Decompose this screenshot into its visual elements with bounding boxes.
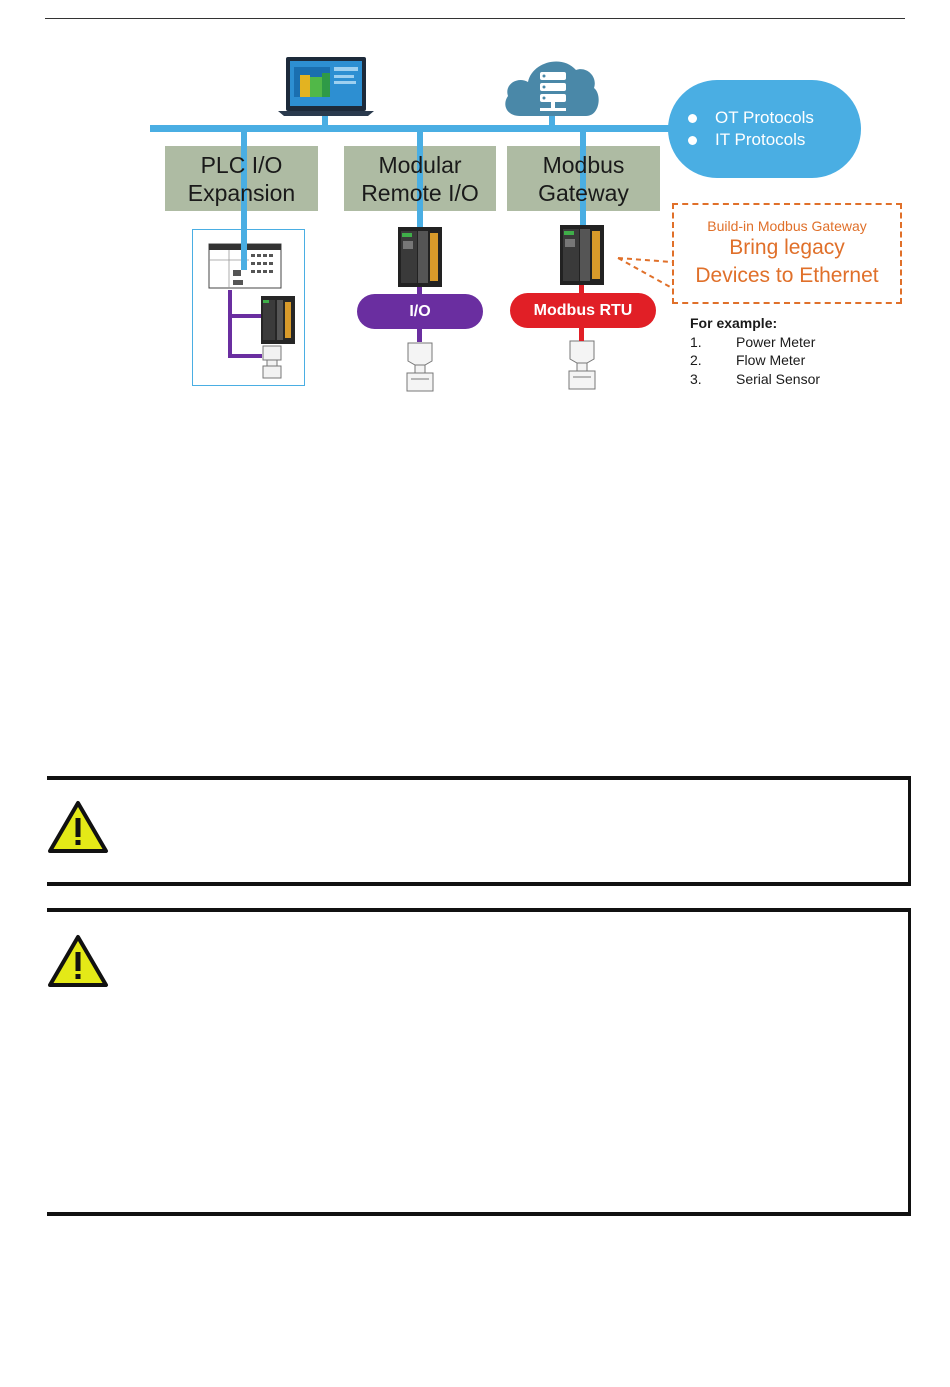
callout-line-2: Devices to Ethernet xyxy=(695,264,879,287)
example-text: Serial Sensor xyxy=(736,370,821,387)
label-line: Expansion xyxy=(187,179,296,206)
example-number: 2. xyxy=(690,352,702,368)
callout-line-1: Bring legacy xyxy=(729,236,845,259)
notice-box xyxy=(47,776,911,886)
label-line: Gateway xyxy=(538,179,629,206)
ethernet-bus xyxy=(150,125,670,132)
example-text: Power Meter xyxy=(736,333,816,350)
protocol-label: OT Protocols xyxy=(715,108,814,127)
network-diagram xyxy=(0,0,950,400)
laptop-icon xyxy=(278,55,374,117)
label-modular-remote-io xyxy=(344,146,496,211)
modbus-rtu-pill-label: Modbus RTU xyxy=(533,301,633,319)
rtu-drop-bottom xyxy=(579,327,584,341)
protocol-label: IT Protocols xyxy=(715,130,806,149)
example-text: Flow Meter xyxy=(736,352,806,368)
cloud-server-icon xyxy=(502,56,602,118)
label-line: PLC I/O xyxy=(200,151,283,178)
label-line: Modbus xyxy=(542,151,625,178)
callout-subtitle: Build-in Modbus Gateway xyxy=(707,218,867,234)
example-number: 3. xyxy=(690,370,702,387)
modbus-gateway-device-icon xyxy=(560,225,604,285)
io-pill-label: I/O xyxy=(409,302,431,320)
example-title: For example: xyxy=(690,315,778,331)
label-line: Remote I/O xyxy=(361,179,479,206)
warning-icon xyxy=(47,934,109,988)
warning-icon xyxy=(47,800,109,854)
io-drop-bottom xyxy=(417,328,422,342)
rtu-drop-top xyxy=(579,285,584,297)
modular-io-device-icon xyxy=(398,227,442,287)
label-plc-io-expansion xyxy=(165,146,318,211)
notice-box xyxy=(47,908,911,1216)
example-number: 1. xyxy=(690,333,702,350)
label-line: Modular xyxy=(378,151,462,178)
